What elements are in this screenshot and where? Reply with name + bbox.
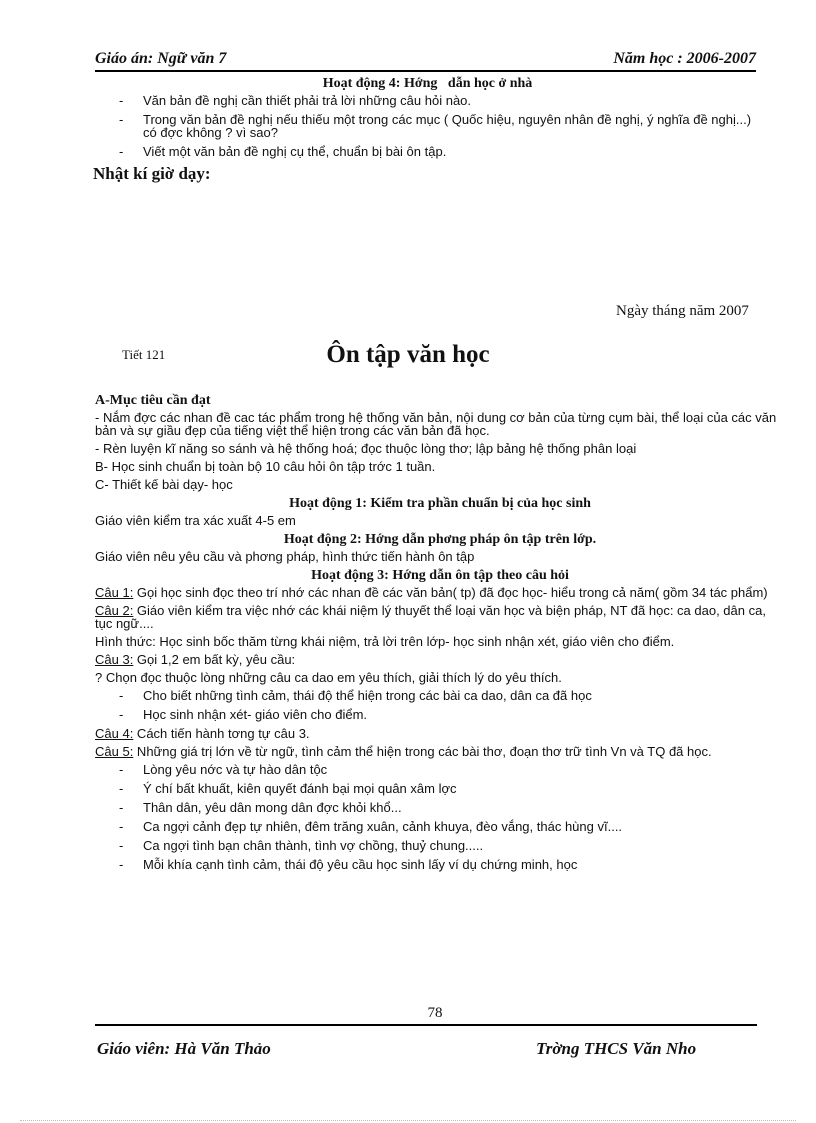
section-a-goal-1: - Nắm đợc các nhan đề cac tác phẩm trong hệ thống văn bản, nội dung cơ bản của từng cụm bài, thể loại của các văn bản và sự giầu đẹp của tiếng việt thể hiện trong các văn bản đã học. — [95, 410, 777, 438]
question-3-list — [95, 689, 785, 721]
activity-4-heading — [95, 76, 760, 92]
activity-1-text: Giáo viên kiểm tra xác xuất 4-5 em — [95, 513, 296, 528]
page-header — [95, 48, 756, 72]
question-5-list — [95, 763, 785, 871]
list-item: - Học sinh nhận xét- giáo viên cho điểm. — [95, 708, 785, 721]
section-b: B- Học sinh chuẩn bị toàn bộ 10 câu hỏi ôn tập trớc 1 tuần. — [95, 459, 436, 474]
list-item: - Thân dân, yêu dân mong dân đợc khỏi khổ... — [95, 801, 785, 814]
section-a-goal-2: - Rèn luyện kĩ năng so sánh và hệ thống hoá; đọc thuộc lòng thơ; lập bảng hệ thống phân loại — [95, 441, 637, 456]
question-3-text: Gọi 1,2 em bất kỳ, yêu cầu: — [133, 652, 296, 667]
lesson-body — [95, 393, 785, 877]
section-a-heading: A-Mục tiêu cần đạt — [95, 393, 211, 408]
question-1 — [95, 586, 785, 599]
list-item: - Ý chí bất khuất, kiên quyết đánh bại mọi quân xâm lợc — [95, 782, 785, 795]
list-item: - Viết một văn bản đề nghị cụ thể, chuẩn bị bài ôn tập. — [95, 145, 760, 158]
homework-list — [95, 94, 760, 158]
list-item: - Cho biết những tình cảm, thái độ thể hiện trong các bài ca dao, dân ca đã học — [95, 689, 785, 702]
activity-1-heading: Hoạt động 1: Kiểm tra phần chuẩn bị của học sinh — [289, 496, 591, 511]
footer-school: Trờng THCS Văn Nho — [536, 1039, 697, 1058]
date-line: Ngày tháng năm 2007 — [616, 303, 749, 319]
question-2-label: Câu 2: — [95, 603, 134, 618]
question-5-label: Câu 5: — [95, 744, 134, 759]
question-4 — [95, 727, 785, 740]
page-number: 78 — [427, 1005, 443, 1021]
header-subject: Giáo án: Ngữ văn 7 — [95, 50, 227, 67]
section-c-heading: C- Thiết kế bài dạy- học — [95, 477, 233, 492]
question-4-text: Cách tiến hành tơng tự câu 3. — [133, 726, 310, 741]
footer-divider — [95, 1024, 757, 1026]
list-item: - Văn bản đề nghị cần thiết phải trả lời những câu hỏi nào. — [95, 94, 760, 107]
question-3-label: Câu 3: — [95, 652, 134, 667]
activity-2-text: Giáo viên nêu yêu cầu và phơng pháp, hình thức tiến hành ôn tập — [95, 549, 475, 564]
list-item: - Mỗi khía cạnh tình cảm, thái độ yêu cầu học sinh lấy ví dụ chứng minh, học — [95, 858, 785, 871]
question-2-format: Hình thức: Học sinh bốc thăm từng khái niệm, trả lời trên lớp- học sinh nhận xét, giáo viên cho điểm. — [95, 634, 675, 649]
lesson-number: Tiết 121 — [122, 347, 166, 362]
activity-3-heading: Hoạt động 3: Hớng dẫn ôn tập theo câu hỏi — [311, 568, 569, 583]
activity-4-bold: Hoạt động 4: Hớng — [322, 76, 438, 91]
question-5-text: Những giá trị lớn về từ ngữ, tình cảm thể hiện trong các bài thơ, đoạn thơ trữ tình Vn và TQ đã học. — [133, 744, 712, 759]
activity-2-heading: Hoạt động 2: Hớng dẫn phơng pháp ôn tập trên lớp. — [283, 532, 597, 547]
lesson-title: Ôn tập văn học — [326, 341, 490, 368]
list-item: - Ca ngợi cảnh đẹp tự nhiên, đêm trăng xuân, cảnh khuya, đèo vắng, thác hùng vĩ.... — [95, 820, 785, 833]
question-4-label: Câu 4: — [95, 726, 134, 741]
question-1-text: Gọi học sinh đọc theo trí nhớ các nhan đề các văn bản( tp) đã đọc học- hiểu trong cả năm( gồm 34 tác phẩm) — [133, 585, 768, 600]
question-2 — [95, 604, 785, 630]
list-item: - Trong văn bản đề nghị nếu thiếu một trong các mục ( Quốc hiệu, nguyên nhân đề nghị, ý nghĩa đề nghị...) có đợc không ? vì sao? — [95, 113, 760, 139]
homework-section — [95, 76, 760, 184]
header-school-year: Năm học : 2006-2007 — [613, 50, 756, 67]
question-3 — [95, 653, 785, 666]
activity-4-rest: dẫn học ở nhà — [447, 76, 533, 91]
page-bottom-divider — [20, 1120, 796, 1121]
question-3-prompt: ? Chọn đọc thuộc lòng những câu ca dao em yêu thích, giải thích lý do yêu thích. — [95, 670, 562, 685]
question-1-label: Câu 1: — [95, 585, 134, 600]
footer-teacher: Giáo viên: Hà Văn Thảo — [97, 1039, 271, 1058]
diary-heading: Nhật kí giờ dạy: — [93, 164, 211, 183]
question-5 — [95, 745, 785, 758]
question-2-text: Giáo viên kiểm tra việc nhớ các khái niệm lý thuyết thể loại văn học và biện pháp, NT đã học: ca dao, dân ca, tục ngữ.... — [95, 603, 766, 631]
list-item: - Ca ngợi tình bạn chân thành, tình vợ chồng, thuỷ chung..... — [95, 839, 785, 852]
list-item: - Lòng yêu nớc và tự hào dân tộc — [95, 763, 785, 776]
